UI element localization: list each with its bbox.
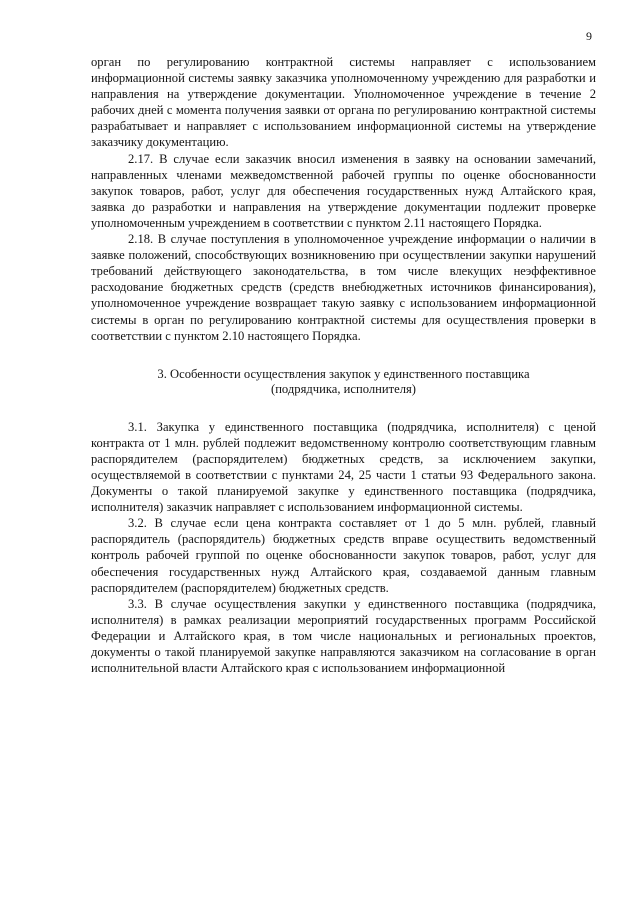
- paragraph-3-1: 3.1. Закупка у единственного поставщика (подрядчика, исполнителя) с ценой контракта от 1 млн. рублей подлежит ведомственному контролю соответствующим главным распорядителем (распорядителем) бюджетных средств, за исключением закупки, осуществляемой в соответствии с пунктами 24, 25 части 1 статьи 93 Федерального закона. Документы о такой планируемой закупке у единственного поставщика (подрядчика, исполнителя) заказчик направляет с использованием информационной системы.: [91, 419, 596, 515]
- section-heading-line1: 3. Особенности осуществления закупок у единственного поставщика: [157, 366, 530, 381]
- page-number: 9: [586, 29, 592, 43]
- section-heading: [91, 367, 596, 397]
- section-heading-line2: (подрядчика, исполнителя): [271, 381, 416, 396]
- paragraph-3-3: 3.3. В случае осуществления закупки у единственного поставщика (подрядчика, исполнителя) в рамках реализации мероприятий государственных программ Российской Федерации и Алтайского края, в том числе национальных и региональных проектов, документы о такой планируемой закупке направляются заказчиком на согласование в орган исполнительной власти Алтайского края с использованием информационной: [91, 596, 596, 676]
- paragraph-continuation: орган по регулированию контрактной системы направляет с использованием информационной системы заявку заказчика уполномоченному учреждению для разработки и направления на утверждение документации. Уполномоченное учреждение в течение 2 рабочих дней с момента получения заявки от органа по регулированию контрактной системы разрабатывает и направляет с использованием информационной системы на утверждение заказчику документацию.: [91, 55, 596, 150]
- document-body: [91, 54, 596, 676]
- paragraph-2-18: 2.18. В случае поступления в уполномоченное учреждение информации о наличии в заявке положений, способствующих возникновению при осуществлении закупки нарушений требований действующего законодательства, в том числе влекущих неэффективное расходование бюджетных средств (средств внебюджетных источников финансирования), уполномоченное учреждение возвращает такую заявку с использованием информационной системы в орган по регулированию контрактной системы для осуществления проверки в соответствии с пунктом 2.10 настоящего Порядка.: [91, 232, 596, 343]
- paragraph-2-17: 2.17. В случае если заказчик вносил изменения в заявку на основании замечаний, направленных членами межведомственной рабочей группы по оценке обоснованности закупок товаров, работ, услуг для обеспечения государственных нужд Алтайского края, заявка до разработки и направления на утверждение документации подлежит проверке уполномоченным учреждением в соответствии с пунктом 2.11 настоящего Порядка.: [91, 151, 596, 230]
- paragraph-3-2: 3.2. В случае если цена контракта составляет от 1 до 5 млн. рублей, главный распорядитель (распорядитель) бюджетных средств вправе осуществить ведомственный контроль рабочей группой по оценке обоснованности закупок товаров, работ, услуг для обеспечения государственных нужд Алтайского края, создаваемой данным главным распорядителем (распорядителем) бюджетных средств.: [91, 516, 596, 595]
